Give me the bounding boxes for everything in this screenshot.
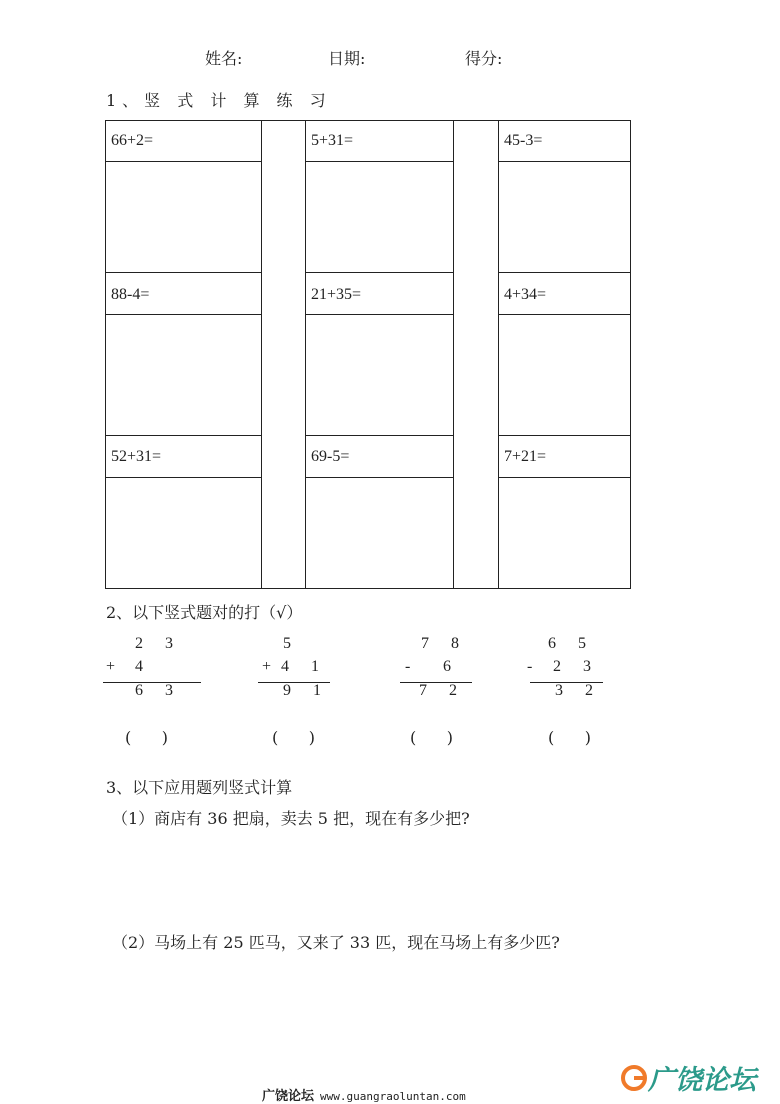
vertical-result: 3 2: [555, 682, 602, 699]
vertical-op: -: [527, 658, 542, 675]
vertical-bottom: 4 1: [281, 658, 328, 675]
answer-paren[interactable]: ( ): [272, 728, 315, 747]
vertical-result: 7 2: [419, 682, 466, 699]
vertical-result: 9 1: [283, 682, 330, 699]
forum-logo: [620, 1056, 780, 1100]
answer-paren[interactable]: ( ): [548, 728, 591, 747]
footer-site: 广饶论坛: [262, 1089, 315, 1104]
answer-paren[interactable]: ( ): [125, 728, 168, 747]
word-problem-2: （2）马场上有 25 匹马，又来了 33 匹，现在马场上有多少匹?: [112, 933, 560, 952]
answer-paren[interactable]: ( ): [410, 728, 453, 747]
logo-text: 广饶论坛: [648, 1065, 756, 1096]
score-label: 得分:: [465, 49, 503, 68]
word-problem-1: （1）商店有 36 把扇，卖去 5 把，现在有多少把?: [112, 809, 470, 828]
vertical-bottom: 2 3: [553, 658, 600, 675]
vertical-op: -: [405, 658, 420, 675]
name-label: 姓名:: [205, 49, 243, 68]
problem-cell: 21+35=: [311, 286, 362, 303]
vertical-op: +: [106, 658, 125, 675]
problem-cell: 4+34=: [504, 286, 547, 303]
section1-title: 1、竖 式 计 算 练 习: [106, 91, 332, 110]
vertical-result: 6 3: [135, 682, 182, 699]
problem-cell: 45-3=: [504, 132, 543, 149]
problem-cell: 66+2=: [111, 132, 154, 149]
section2-title: 2、以下竖式题对的打（√）: [106, 603, 303, 622]
vertical-top: 2 3: [135, 635, 182, 652]
vertical-bottom: 4: [135, 658, 152, 675]
date-label: 日期:: [328, 49, 366, 68]
footer-url[interactable]: www.guangraoluntan.com: [320, 1090, 466, 1103]
section3-title: 3、以下应用题列竖式计算: [106, 778, 293, 797]
footer: [262, 1085, 466, 1104]
problem-cell: 52+31=: [111, 448, 162, 465]
vertical-top: 7 8: [421, 635, 468, 652]
vertical-op: +: [262, 658, 281, 675]
problem-cell: 88-4=: [111, 286, 150, 303]
problem-cell: 69-5=: [311, 448, 350, 465]
vertical-top: 5: [283, 635, 300, 652]
logo-mark-icon: [620, 1058, 650, 1098]
vertical-bottom: 6: [443, 658, 460, 675]
problem-cell: 5+31=: [311, 132, 354, 149]
vertical-top: 6 5: [548, 635, 595, 652]
problem-cell: 7+21=: [504, 448, 547, 465]
